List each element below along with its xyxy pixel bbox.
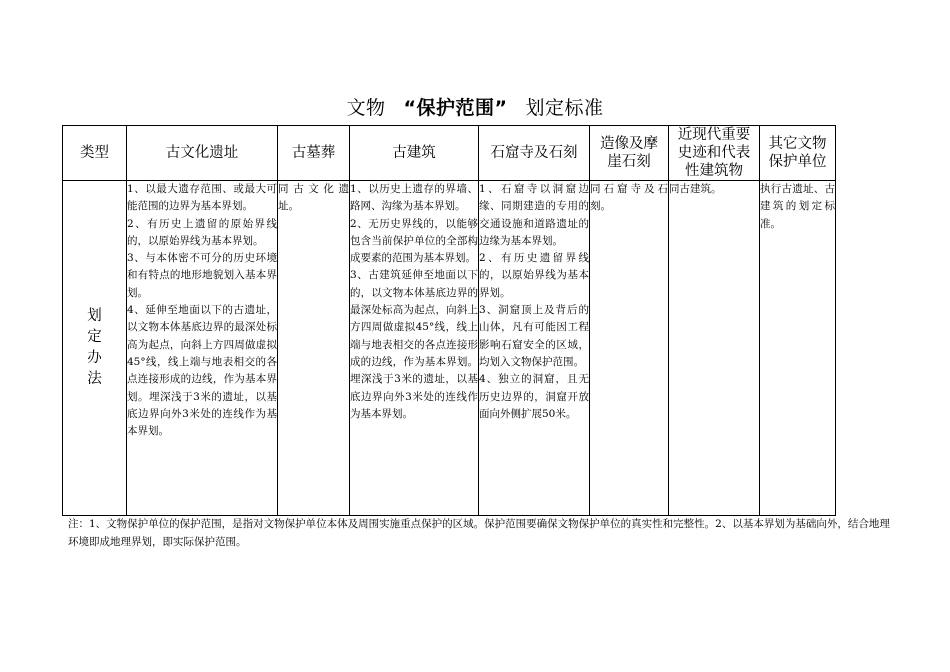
- header-ancient-building: 古建筑: [350, 126, 479, 181]
- footnote: 注：1、文物保护单位的保护范围，是指对文物保护单位本体及周围实施重点保护的区域。保护范围要确保文物保护单位的真实性和完整性。2、以基本界划为基础向外，结合地理环境即成地理界划，即实际保护范围。: [68, 518, 890, 548]
- header-type: 类型: [63, 126, 127, 181]
- standards-table: [62, 125, 836, 516]
- header-statue: 造像及摩崖石刻: [590, 126, 669, 181]
- header-modern-sites: 近现代重要史迹和代表性建筑物: [669, 126, 760, 181]
- building-rule-1: 1、以历史上遗存的界墙、路网、沟缘为基本界划。: [350, 183, 478, 213]
- site-rule-4: 4、延伸至地面以下的古遗址，以文物本体基底边界的最深处标高为起点，向斜上方四周做虚拟45°线，线上端与地表相交的各点连接形成的边线，作为基本界划。埋深浅于3米的遗址，以基底边界向外3米处的连线作为基本界划。: [127, 304, 277, 438]
- cell-ancient-site: [127, 181, 278, 516]
- grotto-rule-1: 1、石窟寺以洞窟边缘、同期建造的专用的交通设施和道路遗址的边缘为基本界划。: [479, 183, 589, 247]
- row-label-cell: [63, 181, 127, 516]
- method-row: [63, 181, 836, 516]
- header-ancient-site: 古文化遗址: [127, 126, 278, 181]
- cell-grotto: [479, 181, 590, 516]
- header-other-units: 其它文物保护单位: [760, 126, 836, 181]
- title-part-3: 划定标准: [525, 97, 604, 119]
- cell-statue: [590, 181, 669, 516]
- cell-modern-sites: [669, 181, 760, 516]
- grotto-rule-2: 2、有历史遗留界线的，以原始界线为基本界划。: [479, 252, 589, 299]
- header-grotto: 石窟寺及石刻: [479, 126, 590, 181]
- building-rule-2: 2、无历史界线的，以能够包含当前保护单位的全部构成要素的范围为基本界划。: [350, 217, 478, 265]
- cell-ancient-tomb: [278, 181, 350, 516]
- header-ancient-tomb: 古墓葬: [278, 126, 350, 181]
- tomb-rule-1: 同古文化遗址。: [278, 183, 349, 213]
- grotto-rule-3: 3、洞窟顶上及背后的山体，凡有可能因工程影响石窟安全的区域，均划入文物保护范围。: [479, 304, 589, 368]
- cell-ancient-building: [350, 181, 479, 516]
- modern-rule-1: 同古建筑。: [669, 183, 722, 195]
- statue-rule-1: 同石窟寺及石刻。: [590, 183, 668, 213]
- title-part-2: “保护范围”: [403, 97, 508, 119]
- site-rule-2: 2、有历史上遗留的原始界线的，以原始界线为基本界划。: [127, 217, 277, 247]
- title-part-1: 文物: [346, 97, 386, 119]
- cell-other-units: [760, 181, 836, 516]
- site-rule-3: 3、与本体密不可分的历史环境和有特点的地形地貌划入基本界划。: [127, 252, 277, 299]
- site-rule-1: 1、以最大遗存范围、或最大可能范围的边界为基本界划。: [127, 183, 277, 213]
- document-title: [0, 93, 950, 120]
- header-row: [63, 126, 836, 181]
- other-rule-1: 执行古遗址、古建筑的划定标准。: [760, 183, 835, 230]
- building-rule-3: 3、古建筑延伸至地面以下的，以文物本体基底边界的最深处标高为起点，向斜上方四周做虚拟45°线，线上端与地表相交的各点连接形成的边线，作为基本界划。埋深浅于3米的遗址，以基底边界向外3米处的连线作为基本界划。: [350, 269, 478, 420]
- grotto-rule-4: 4、独立的洞窟，且无历史边界的，洞窟开放面向外侧扩展50米。: [479, 373, 589, 420]
- row-label: 划定办法: [87, 308, 102, 387]
